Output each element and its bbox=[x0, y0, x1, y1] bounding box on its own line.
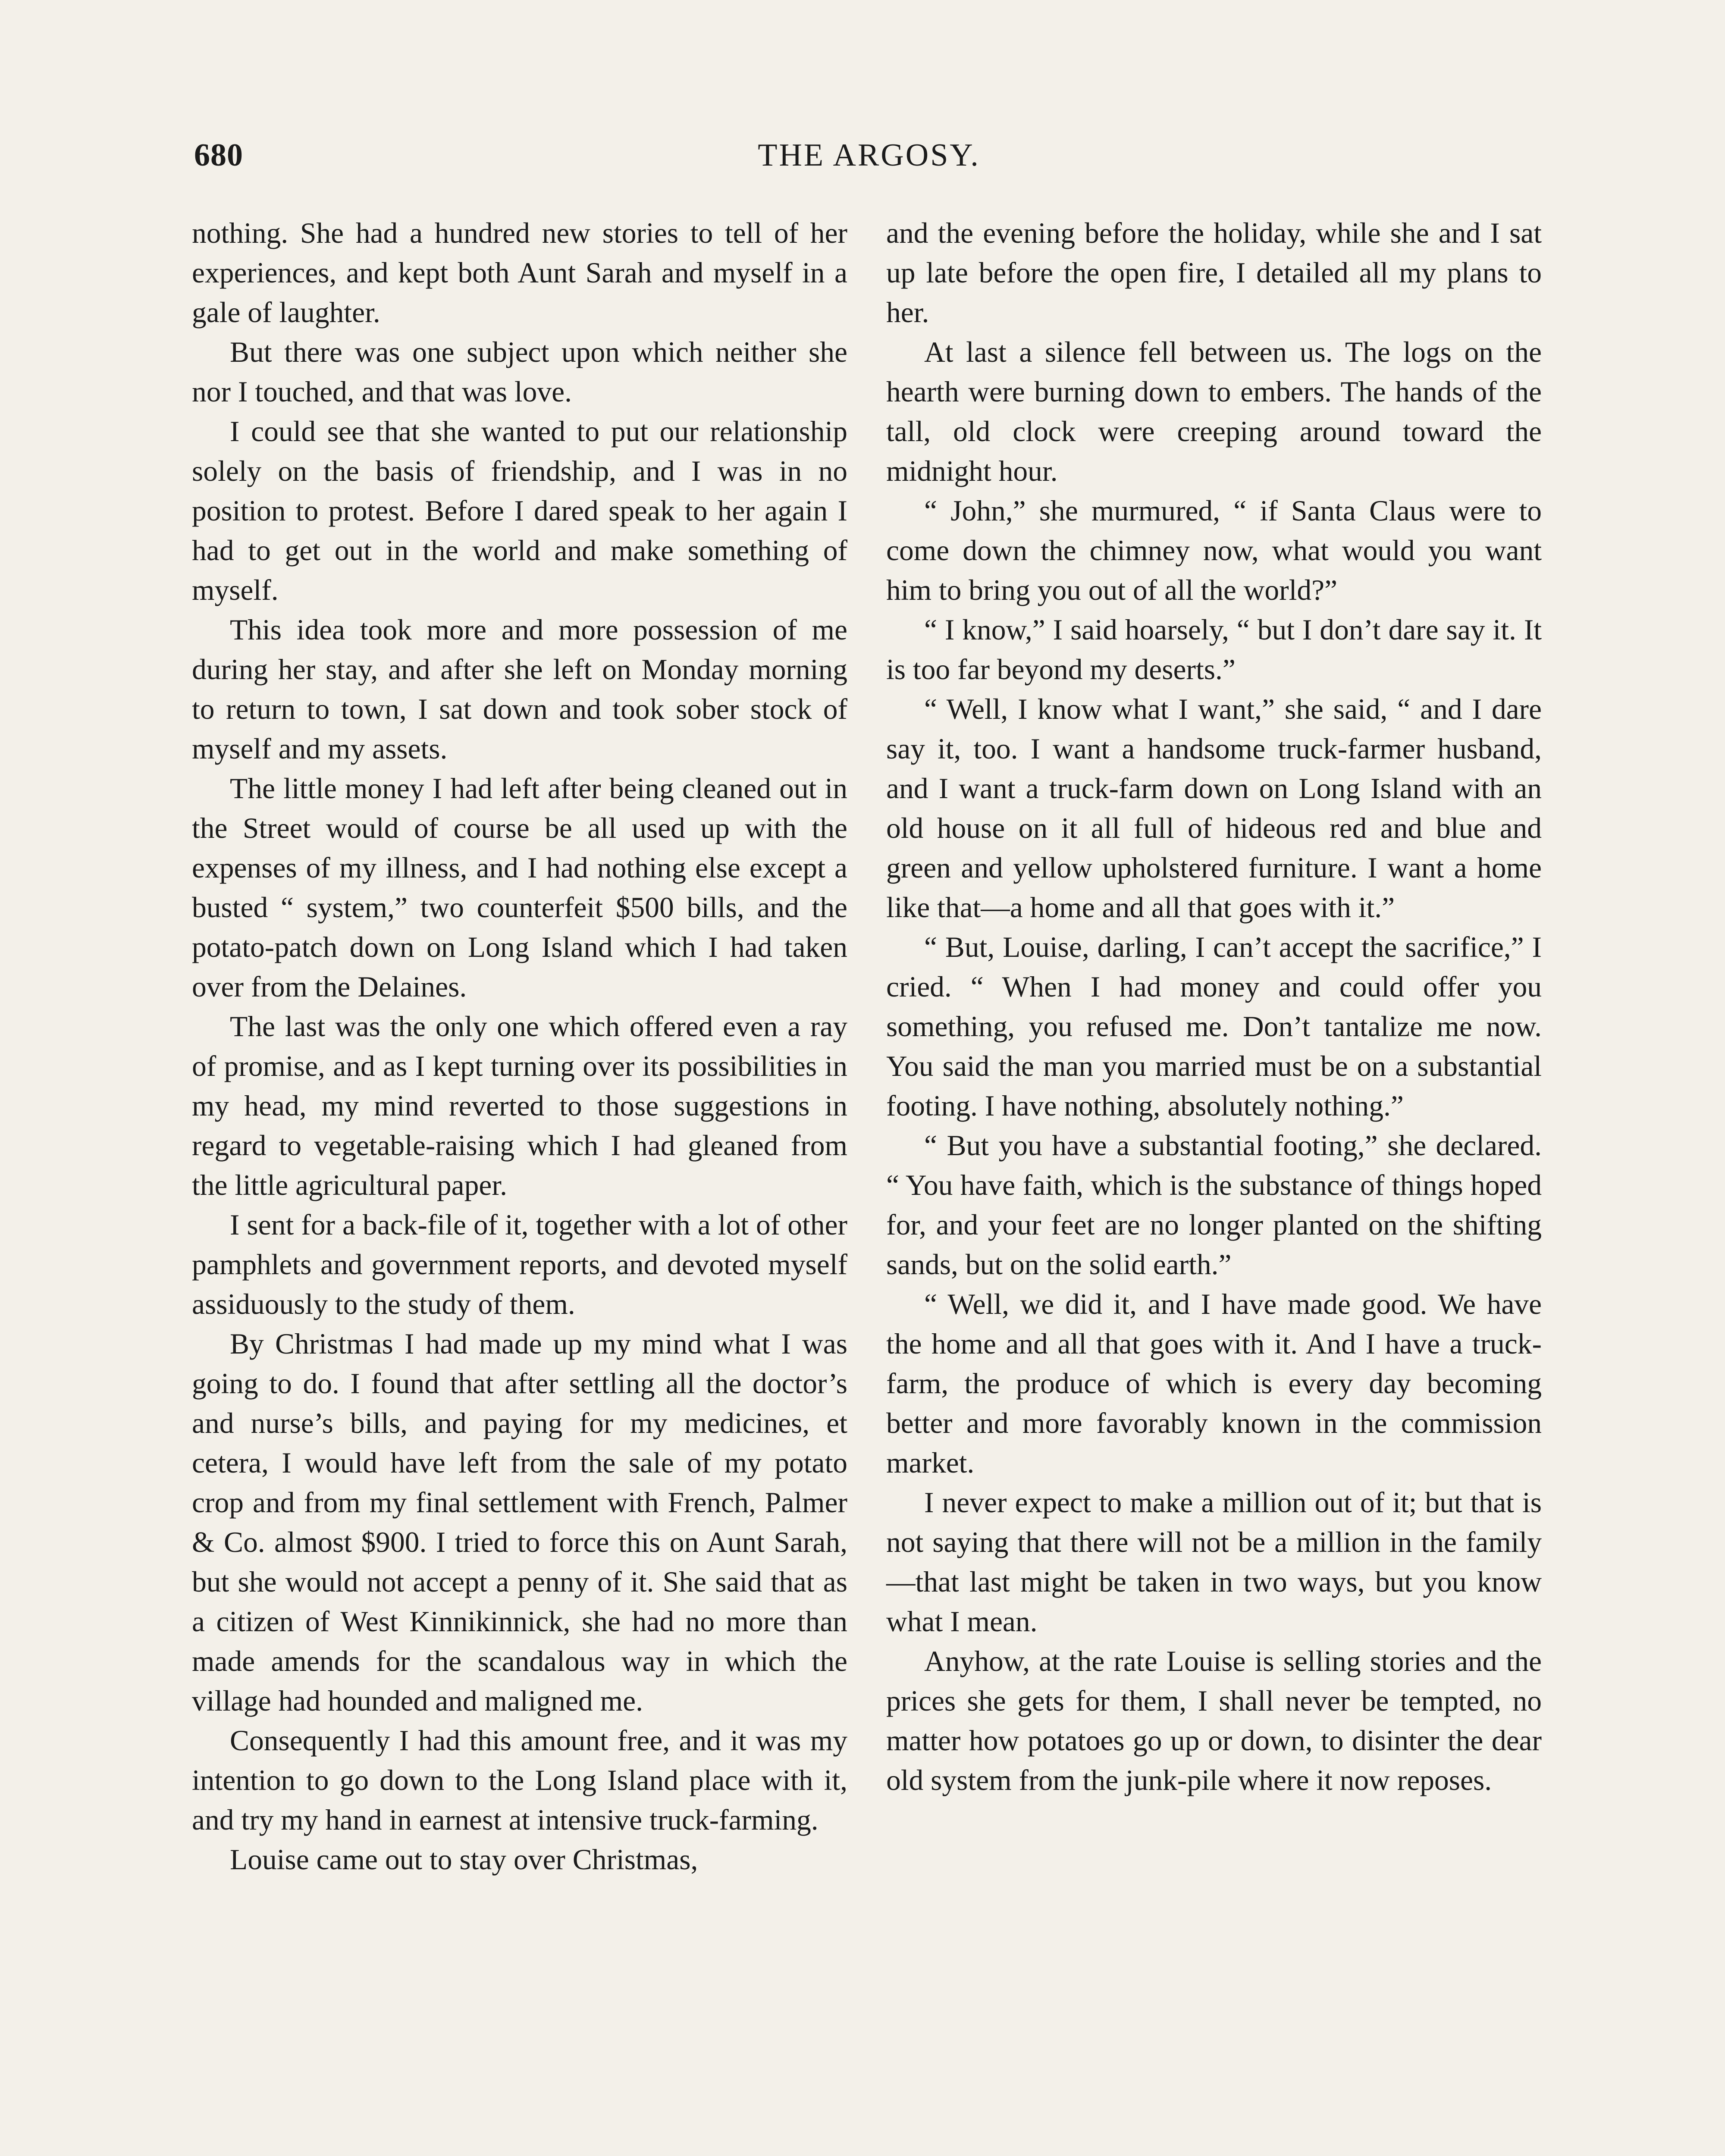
paragraph: and the evening before the holiday, while she and I sat up late before the open fire, I detailed all my plans to her. bbox=[886, 217, 1542, 329]
paragraph: “ John,” she murmured, “ if Santa Claus were to come down the chimney now, what would you want him to bring you out of all the world?” bbox=[886, 495, 1542, 606]
paragraph: “ But, Louise, darling, I can’t accept the sacrifice,” I cried. “ When I had money and could offer you something, you refused me. Don’t tantalize me now. You said the man you married must be on a substantial footing. I have nothing, absolutely nothing.” bbox=[886, 931, 1542, 1122]
page-header bbox=[194, 137, 1544, 185]
paragraph: “ Well, we did it, and I have made good. We have the home and all that goes with it. And I have a truck-farm, the produce of which is every day becoming better and more favorably known in the commission market. bbox=[886, 1288, 1542, 1479]
paragraph: “ But you have a substantial footing,” she declared. “ You have faith, which is the substance of things hoped for, and your feet are no longer planted on the shifting sands, but on the solid earth.” bbox=[886, 1129, 1542, 1281]
paragraph: At last a silence fell between us. The logs on the hearth were burning down to embers. The hands of the tall, old clock were creeping around toward the midnight hour. bbox=[886, 336, 1542, 487]
paragraph: By Christmas I had made up my mind what I was going to do. I found that after settling all the doctor’s and nurse’s bills, and paying for my medicines, et cetera, I would have left from the sale of my potato crop and from my final settlement with French, Palmer & Co. almost $900. I tried to force this on Aunt Sarah, but she would not accept a penny of it. She said that as a citizen of West Kinnikinnick, she had no more than made amends for the scandalous way in which the village had hounded and maligned me. bbox=[192, 1328, 847, 1717]
paragraph: Consequently I had this amount free, and it was my intention to go down to the Long Island place with it, and try my hand in earnest at intensive truck-farming. bbox=[192, 1724, 847, 1836]
paragraph: I could see that she wanted to put our relationship solely on the basis of friendship, and I was in no position to protest. Before I dared speak to her again I had to get out in the world and make something of myself. bbox=[192, 415, 847, 606]
paragraph: The last was the only one which offered even a ray of promise, and as I kept turning over its possibilities in my head, my mind reverted to those suggestions in regard to vegetable-raising which I had gleaned from the little agricultural paper. bbox=[192, 1010, 847, 1201]
paragraph: I never expect to make a million out of it; but that is not saying that there will not be a million in the family—that last might be taken in two ways, but you know what I mean. bbox=[886, 1486, 1542, 1638]
paragraph: “ Well, I know what I want,” she said, “ and I dare say it, too. I want a handsome truck-farmer husband, and I want a truck-farm down on Long Island with an old house on it all full of hideous red and blue and green and yellow upholstered furniture. I want a home like that—a home and all that goes with it.” bbox=[886, 693, 1542, 924]
left-column bbox=[192, 213, 847, 1880]
paragraph: But there was one subject upon which neither she nor I touched, and that was love. bbox=[192, 336, 847, 408]
paragraph: This idea took more and more possession of me during her stay, and after she left on Monday morning to return to town, I sat down and took sober stock of myself and my assets. bbox=[192, 614, 847, 765]
right-column bbox=[886, 213, 1542, 1800]
paragraph: I sent for a back-file of it, together with a lot of other pamphlets and government reports, and devoted myself assiduously to the study of them. bbox=[192, 1209, 847, 1320]
paragraph: The little money I had left after being cleaned out in the Street would of course be all used up with the expenses of my illness, and I had nothing else except a busted “ system,” two counterfeit $500 bills, and the potato-patch down on Long Island which I had taken over from the Delaines. bbox=[192, 772, 847, 1003]
page-number: 680 bbox=[194, 138, 243, 173]
running-head: THE ARGOSY. bbox=[758, 138, 980, 173]
paragraph: nothing. She had a hundred new stories to tell of her experiences, and kept both Aunt Sarah and myself in a gale of laughter. bbox=[192, 217, 847, 329]
paragraph: “ I know,” I said hoarsely, “ but I don’t dare say it. It is too far beyond my deserts.” bbox=[886, 614, 1542, 686]
paragraph: Louise came out to stay over Christmas, bbox=[230, 1843, 698, 1876]
paragraph: Anyhow, at the rate Louise is selling stories and the prices she gets for them, I shall never be tempted, no matter how potatoes go up or down, to disinter the dear old system from the junk-pile where it now reposes. bbox=[886, 1645, 1542, 1796]
